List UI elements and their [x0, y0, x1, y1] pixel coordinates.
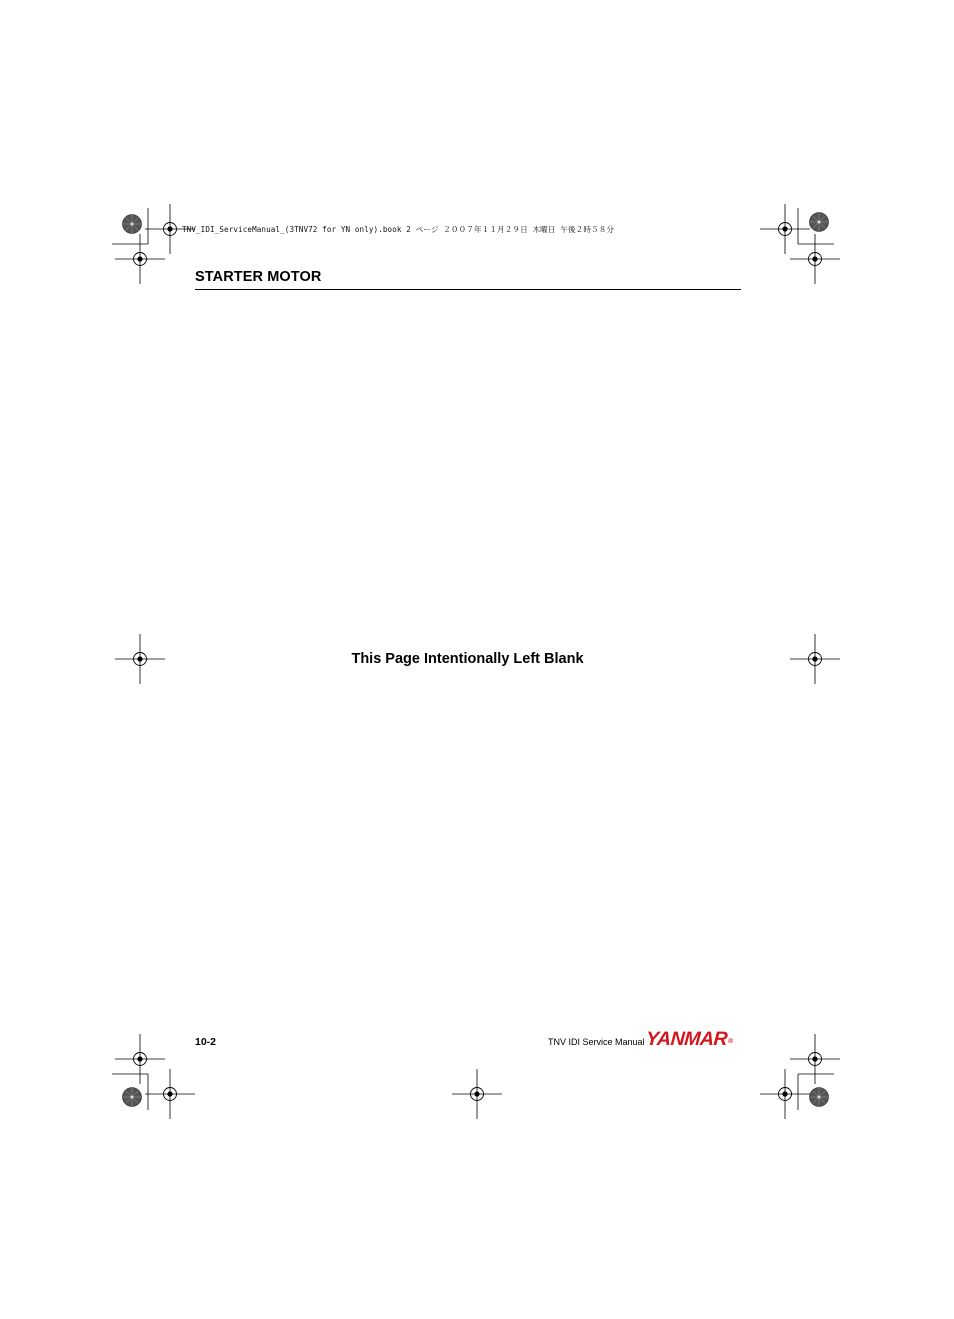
registration-mark-right-lower	[790, 1034, 840, 1084]
registration-mark-top-left	[145, 204, 195, 254]
registration-mark-right-upper	[790, 234, 840, 284]
registration-mark-bottom-center	[452, 1069, 502, 1119]
manual-title: TNV IDI Service Manual	[548, 1037, 645, 1047]
registration-mark-bottom-left	[145, 1069, 195, 1119]
registration-mark-top-right	[760, 204, 810, 254]
blank-page-notice: This Page Intentionally Left Blank	[351, 651, 584, 667]
registration-mark-left-upper	[115, 234, 165, 284]
color-disc-bottom-left	[123, 1088, 142, 1107]
section-title: STARTER MOTOR	[195, 269, 322, 285]
registered-mark: ®	[727, 1038, 733, 1045]
color-disc-top-left	[123, 215, 142, 234]
file-header-line: TNV_IDI_ServiceManual_(3TNV72 for YN only).book 2 ページ ２００７年１１月２９日 木曜日 午後２時５８分	[182, 225, 615, 234]
registration-mark-left-lower	[115, 1034, 165, 1084]
registration-mark-right-middle	[790, 634, 840, 684]
page-number: 10-2	[195, 1036, 217, 1048]
registration-mark-bottom-right	[760, 1069, 810, 1119]
color-disc-top-right	[810, 213, 829, 232]
registration-mark-left-middle	[115, 634, 165, 684]
logo-text: YANMAR	[645, 1028, 728, 1050]
color-disc-bottom-right	[810, 1088, 829, 1107]
